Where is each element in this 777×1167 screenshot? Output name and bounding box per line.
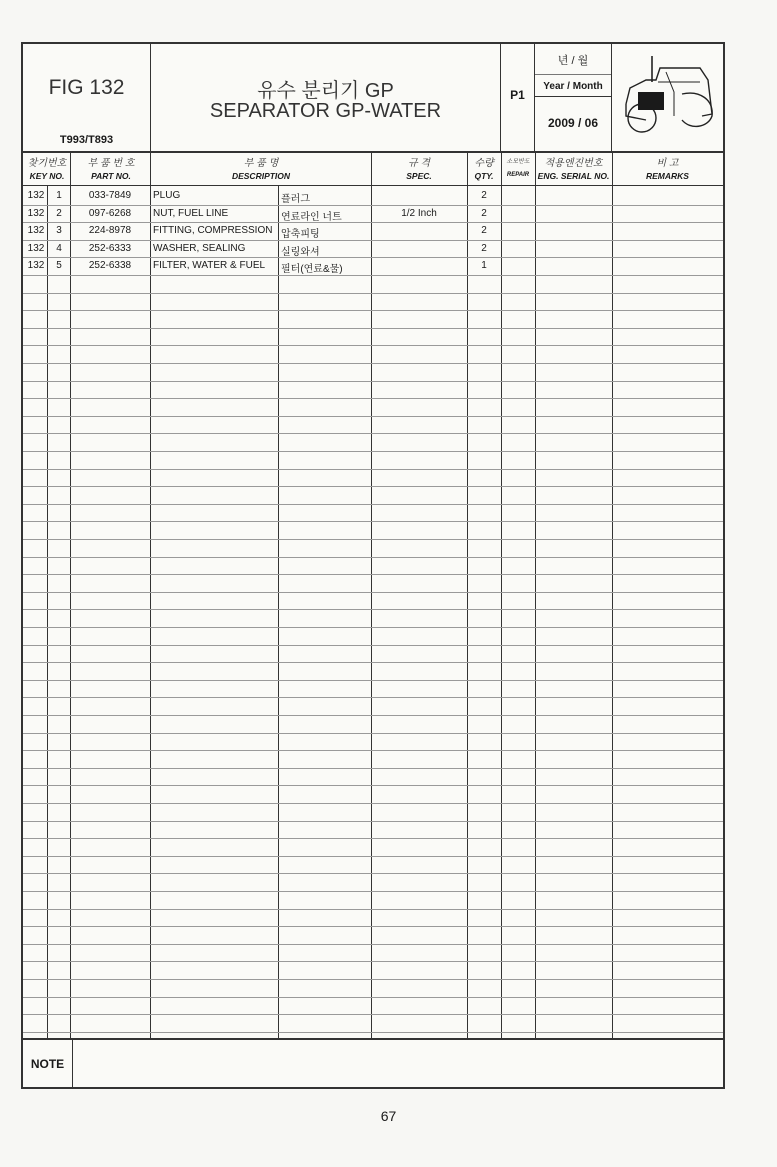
title-cell bbox=[151, 44, 501, 151]
cell-qty: 2 bbox=[481, 225, 487, 237]
table-row bbox=[23, 821, 723, 840]
divider bbox=[535, 96, 611, 97]
table-row bbox=[23, 486, 723, 505]
col-desc bbox=[151, 151, 371, 185]
cell-desc-ko: 연료라인 너트 bbox=[281, 211, 342, 223]
col-part-ko: 부 품 번 호 bbox=[87, 158, 135, 169]
year-month-english: Year / Month bbox=[543, 81, 603, 92]
fig-cell bbox=[23, 44, 151, 151]
cell-key: 1 bbox=[56, 190, 62, 201]
table-row bbox=[23, 733, 723, 752]
table-row bbox=[23, 592, 723, 611]
table-row bbox=[23, 997, 723, 1016]
model-number: T993/T893 bbox=[59, 134, 114, 146]
cell-key: 5 bbox=[56, 260, 62, 272]
cell-key: 4 bbox=[56, 242, 62, 254]
table-row bbox=[23, 803, 723, 822]
col-key-ko: 찾기번호 bbox=[27, 158, 67, 169]
table-row bbox=[23, 345, 723, 364]
tractor-icon bbox=[616, 54, 720, 134]
cell-desc-ko: 압축피팅 bbox=[281, 229, 320, 241]
table-row bbox=[23, 574, 723, 593]
col-remarks-en: REMARKS bbox=[646, 171, 689, 181]
table-row bbox=[23, 926, 723, 945]
cell-desc-en: WASHER, SEALING bbox=[153, 242, 246, 254]
title-korean: 유수 분리기 GP bbox=[257, 80, 394, 102]
parts-sheet bbox=[21, 42, 725, 1089]
table-row bbox=[23, 873, 723, 892]
cell-desc-ko: 실링와셔 bbox=[281, 246, 320, 258]
table-row bbox=[23, 838, 723, 857]
picture-cell bbox=[612, 44, 723, 151]
cell-fig: 132 bbox=[27, 225, 45, 237]
table-row bbox=[23, 469, 723, 488]
cell-qty: 2 bbox=[481, 207, 487, 219]
table-row bbox=[23, 381, 723, 400]
table-row bbox=[23, 557, 723, 576]
fig-number: FIG 132 bbox=[48, 76, 125, 99]
cell-spec: 1/2 Inch bbox=[401, 207, 437, 219]
col-desc-ko: 부 품 명 bbox=[243, 158, 279, 169]
table-row bbox=[23, 785, 723, 804]
cell-desc-ko: 필터(연료&물) bbox=[281, 264, 343, 276]
table-row bbox=[23, 961, 723, 980]
col-spec-en: SPEC. bbox=[406, 171, 432, 181]
cell-part-no: 033-7849 bbox=[88, 190, 132, 201]
cell-part-no: 224-8978 bbox=[88, 225, 132, 237]
page-code-cell bbox=[501, 44, 535, 151]
table-row bbox=[23, 909, 723, 928]
col-remarks-ko: 비 고 bbox=[656, 158, 679, 169]
table-row bbox=[23, 275, 723, 294]
table-row bbox=[23, 222, 723, 241]
cell-fig: 132 bbox=[27, 242, 45, 254]
col-spec-ko: 규 격 bbox=[407, 158, 431, 169]
page-code: P1 bbox=[510, 88, 525, 102]
table-row bbox=[23, 680, 723, 699]
title-english: SEPARATOR GP-WATER bbox=[209, 100, 442, 122]
table-row bbox=[23, 451, 723, 470]
table-row bbox=[23, 310, 723, 329]
table-row bbox=[23, 187, 723, 206]
table-row bbox=[23, 891, 723, 910]
table-row bbox=[23, 609, 723, 628]
year-month-cell bbox=[535, 44, 612, 151]
cell-desc-en: FITTING, COMPRESSION bbox=[153, 225, 273, 237]
cell-desc-ko: 플러그 bbox=[281, 194, 310, 205]
table-row bbox=[23, 257, 723, 276]
note-label: NOTE bbox=[23, 1040, 73, 1089]
table-row bbox=[23, 1014, 723, 1033]
col-part bbox=[71, 151, 151, 185]
cell-part-no: 097-6268 bbox=[88, 207, 132, 219]
note-area bbox=[23, 1038, 723, 1089]
table-row bbox=[23, 504, 723, 523]
col-desc-en: DESCRIPTION bbox=[231, 171, 291, 181]
divider bbox=[535, 74, 611, 75]
table-row bbox=[23, 433, 723, 452]
table-row bbox=[23, 979, 723, 998]
cell-desc-en: PLUG bbox=[153, 190, 181, 201]
col-key-en: KEY NO. bbox=[29, 171, 65, 181]
table-row bbox=[23, 944, 723, 963]
table-row bbox=[23, 293, 723, 312]
col-qty-ko: 수량 bbox=[474, 158, 494, 169]
cell-fig: 132 bbox=[27, 190, 45, 201]
issue-date: 2009 / 06 bbox=[547, 116, 599, 130]
cell-part-no: 252-6338 bbox=[88, 260, 132, 272]
cell-key: 2 bbox=[56, 207, 62, 219]
cell-fig: 132 bbox=[27, 260, 45, 272]
table-row bbox=[23, 856, 723, 875]
table-row bbox=[23, 768, 723, 787]
col-serial bbox=[535, 151, 612, 185]
cell-desc-en: FILTER, WATER & FUEL bbox=[153, 260, 266, 272]
col-qty-en: QTY. bbox=[474, 171, 494, 181]
cell-fig: 132 bbox=[27, 207, 45, 219]
cell-part-no: 252-6333 bbox=[88, 242, 132, 254]
col-serial-ko: 적용엔진번호 bbox=[544, 158, 603, 169]
table-row bbox=[23, 750, 723, 769]
table-row bbox=[23, 328, 723, 347]
table-row bbox=[23, 205, 723, 224]
table-row bbox=[23, 539, 723, 558]
cell-desc-en: NUT, FUEL LINE bbox=[153, 207, 229, 219]
table-row bbox=[23, 715, 723, 734]
col-qty bbox=[467, 151, 501, 185]
col-serial-en: ENG. SERIAL NO. bbox=[537, 171, 610, 181]
col-remarks bbox=[612, 151, 723, 185]
col-repair-en: REPAIR bbox=[506, 172, 530, 178]
table-row bbox=[23, 416, 723, 435]
table-row bbox=[23, 645, 723, 664]
table-row bbox=[23, 521, 723, 540]
cell-qty: 2 bbox=[481, 190, 487, 201]
year-month-korean: 년 / 월 bbox=[557, 55, 589, 67]
cell-key: 3 bbox=[56, 225, 62, 237]
cell-qty: 2 bbox=[481, 242, 487, 254]
col-key bbox=[23, 151, 71, 185]
col-part-en: PART NO. bbox=[91, 171, 131, 181]
sheet-header bbox=[23, 44, 723, 153]
col-repair bbox=[501, 151, 535, 185]
col-spec bbox=[371, 151, 467, 185]
col-repair-ko: 소모반도 bbox=[506, 159, 530, 165]
table-row bbox=[23, 398, 723, 417]
table-row bbox=[23, 240, 723, 259]
column-header-row bbox=[23, 151, 723, 186]
table-row bbox=[23, 697, 723, 716]
table-row bbox=[23, 363, 723, 382]
page-number: 67 bbox=[380, 1108, 397, 1124]
table-row bbox=[23, 627, 723, 646]
cell-qty: 1 bbox=[481, 260, 487, 272]
table-row bbox=[23, 662, 723, 681]
